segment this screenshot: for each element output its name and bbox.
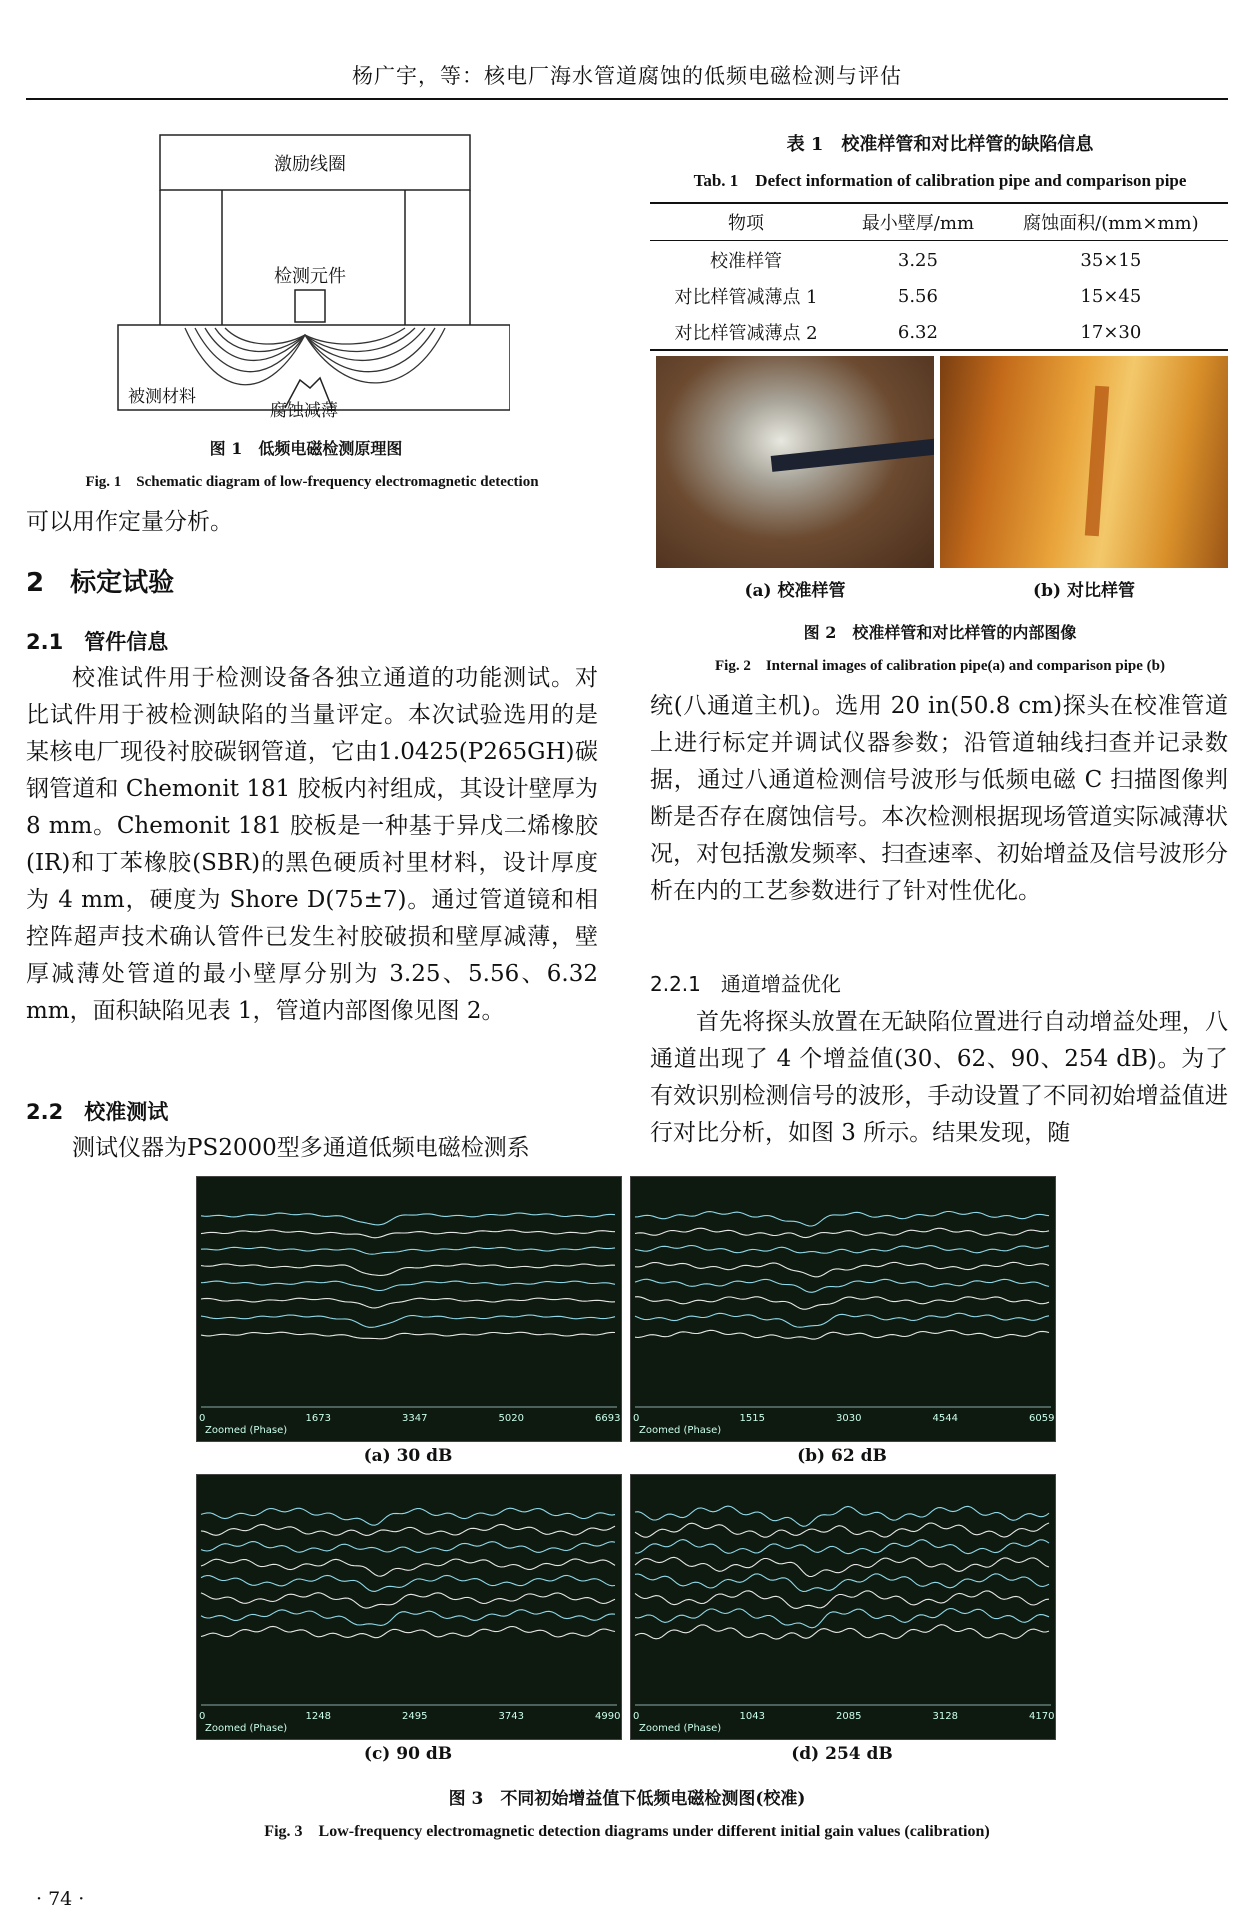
left-column-continuation: 可以用作定量分析。: [26, 509, 233, 535]
axis-name: Zoomed (Phase): [639, 1425, 722, 1436]
tick-label: 3128: [932, 1711, 958, 1722]
fig3-label-b: (b) 62 dB: [797, 1446, 887, 1466]
channel-trace: [201, 1213, 615, 1225]
running-title: 杨广宇，等：核电厂海水管道腐蚀的低频电磁检测与评估: [352, 64, 902, 88]
table1-caption-cn: 表 1 校准样管和对比样管的缺陷信息: [786, 134, 1094, 155]
fig2-caption-en: Fig. 2 Internal images of calibration pipe(a) and comparison pipe (b): [714, 658, 1165, 674]
channel-trace: [635, 1609, 1049, 1628]
table-cell: 17×30: [994, 313, 1228, 350]
fig3-caption-cn: 图 3 不同初始增益值下低频电磁检测图(校准): [448, 1789, 806, 1809]
table-row: [650, 313, 1228, 350]
channel-trace: [201, 1230, 615, 1238]
section-2-heading: 2 标定试验: [26, 568, 175, 598]
channel-trace: [201, 1542, 615, 1553]
channel-trace: [201, 1559, 615, 1576]
table1-caption-en: Tab. 1 Defect information of calibration pipe and comparison pipe: [693, 171, 1187, 190]
table-cell: 3.25: [897, 249, 938, 271]
fig3-panel-c: [196, 1474, 622, 1740]
channel-trace: [635, 1506, 1049, 1526]
table-cell: 15×45: [1080, 285, 1142, 307]
channel-trace: [635, 1279, 1049, 1292]
channel-trace: [635, 1246, 1049, 1254]
comparison-pipe-photo: [940, 356, 1228, 568]
calibration-pipe-photo: [656, 356, 934, 568]
channel-trace: [201, 1508, 615, 1525]
tick-label: 4544: [932, 1413, 958, 1424]
axis-name: Zoomed (Phase): [205, 1723, 288, 1734]
table-cell: 对比样管减薄点 1: [674, 287, 818, 308]
tick-label: 1515: [739, 1413, 765, 1424]
fig3-panel-d: [630, 1474, 1056, 1740]
channel-trace: [201, 1298, 615, 1308]
fig3-caption-en: Fig. 3 Low-frequency electromagnetic detection diagrams under different initial gain values (calibration): [264, 1823, 990, 1840]
table-row: [650, 241, 1228, 278]
coil-label: 激励线圈: [274, 154, 346, 175]
channel-trace: [201, 1610, 615, 1626]
fig1-caption-cn: 图 1 低频电磁检测原理图: [209, 439, 403, 458]
channel-trace: [635, 1591, 1049, 1609]
table-cell: 5.56: [897, 285, 938, 307]
channel-trace: [635, 1540, 1049, 1554]
sensor-element: [295, 290, 325, 322]
page-number: · 74 ·: [36, 1888, 85, 1910]
subsection-2-2-1-heading: 2.2.1 通道增益优化: [650, 972, 841, 996]
channel-trace: [635, 1228, 1049, 1237]
channel-trace: [635, 1523, 1049, 1537]
tick-label: 0: [199, 1711, 206, 1722]
channel-trace: [635, 1574, 1049, 1592]
paragraph-2-1: 校准试件用于检测设备各独立通道的功能测试。对比试件用于被检测缺陷的当量评定。本次试验选用的是某核电厂现役衬胶碳钢管道，它由1.0425(P265GH)碳钢管道和 Chemonit 181 胶板内衬组成，其设计壁厚为 8 mm。Chemonit 181 胶板是一种基于异戊二烯橡胶(IR)和丁苯橡胶(SBR)的黑色硬质衬里材料，设计厚度为 4 mm，硬度为 Shore D(75±7)。通过管道镜和相控阵超声技术确认管件已发生衬胶破损和壁厚减薄，壁厚减薄处管道的最小壁厚分别为 3.25、5.56、6.32 mm，面积缺陷见表 1，管道内部图像见图 2。: [26, 665, 598, 1024]
probe-rod: [771, 436, 934, 472]
table-header-cell: 物项: [650, 203, 842, 241]
tick-label: 3347: [402, 1413, 428, 1424]
tick-label: 0: [633, 1413, 640, 1424]
fig3-label-c: (c) 90 dB: [363, 1744, 453, 1764]
axis-name: Zoomed (Phase): [639, 1723, 722, 1734]
corrosion-streak: [1085, 386, 1109, 537]
fig2-sub-a: (a) 校准样管: [744, 581, 846, 601]
right-column-paragraph: 统(八通道主机)。选用 20 in(50.8 cm)探头在校准管道上进行标定并调试仪器参数；沿管道轴线扫查并记录数据，通过八通道检测信号波形与低频电磁 C 扫描图像判断是否存在腐蚀信号。本次检测根据现场管道实际减薄状况，对包括激发频率、扫查速率、初始增益及信号波形分析在内的工艺参数进行了针对性优化。: [650, 693, 1228, 904]
tick-label: 2495: [402, 1711, 428, 1722]
tick-label: 6059: [1029, 1413, 1055, 1424]
field-lines: [185, 328, 445, 385]
table-1: [650, 202, 1228, 351]
table-header-cell: 腐蚀面积/(mm×mm): [994, 203, 1228, 241]
paragraph-2-2-1: 首先将探头放置在无缺陷位置进行自动增益处理，八通道出现了 4 个增益值(30、62、90、254 dB)。为了有效识别检测信号的波形，手动设置了不同初始增益值进行对比分析，如图 3 所示。结果发现，随: [650, 1009, 1228, 1146]
fig1-caption-en: Fig. 1 Schematic diagram of low-frequency electromagnetic detection: [85, 474, 539, 490]
fig3-panel-a: [196, 1176, 622, 1442]
tick-label: 2085: [836, 1711, 862, 1722]
tick-label: 0: [633, 1711, 640, 1722]
tick-label: 4170: [1029, 1711, 1055, 1722]
tick-label: 0: [199, 1413, 206, 1424]
table-cell: 对比样管减薄点 2: [650, 313, 842, 350]
subsection-2-2-heading: 2.2 校准测试: [26, 1100, 169, 1124]
material-label: 被测材料: [128, 387, 196, 407]
table-row: [650, 277, 1228, 313]
fig2-caption-cn: 图 2 校准样管和对比样管的内部图像: [803, 623, 1077, 642]
channel-trace: [201, 1247, 615, 1254]
channel-trace: [635, 1212, 1049, 1227]
tick-label: 6693: [595, 1413, 621, 1424]
channel-trace: [201, 1332, 615, 1339]
axis-name: Zoomed (Phase): [205, 1425, 288, 1436]
channel-trace: [635, 1330, 1049, 1339]
tick-label: 4990: [595, 1711, 621, 1722]
sensor-label: 检测元件: [274, 266, 346, 287]
channel-trace: [201, 1524, 615, 1535]
fig3-label-d: (d) 254 dB: [791, 1744, 893, 1764]
channel-trace: [201, 1264, 615, 1275]
channel-trace: [635, 1557, 1049, 1576]
channel-trace: [635, 1313, 1049, 1327]
fig3-panel-b: [630, 1176, 1056, 1442]
figure-1: [110, 130, 510, 420]
tick-label: 3030: [836, 1413, 862, 1424]
defect-table: [650, 202, 1228, 351]
tick-label: 3743: [498, 1711, 524, 1722]
tick-label: 1248: [305, 1711, 331, 1722]
table-cell: 6.32: [842, 313, 994, 350]
channel-trace: [635, 1262, 1049, 1277]
paragraph-2-2-start: 测试仪器为PS2000型多通道低频电磁检测系: [72, 1135, 530, 1161]
channel-trace: [201, 1315, 615, 1327]
fig3-label-a: (a) 30 dB: [363, 1446, 453, 1466]
tick-label: 1673: [305, 1413, 331, 1424]
header-rule: [26, 98, 1228, 100]
channel-trace: [635, 1297, 1049, 1310]
fig2-sub-b: (b) 对比样管: [1033, 581, 1135, 601]
tick-label: 5020: [498, 1413, 524, 1424]
table-cell: 校准样管: [710, 251, 783, 272]
channel-trace: [635, 1625, 1049, 1639]
table-header-row: [650, 203, 1228, 241]
tick-label: 1043: [739, 1711, 765, 1722]
channel-trace: [201, 1626, 615, 1637]
table-header-cell: 最小壁厚/mm: [842, 203, 994, 241]
channel-trace: [201, 1593, 615, 1609]
subsection-2-1-heading: 2.1 管件信息: [26, 630, 169, 654]
table-cell: 35×15: [1080, 249, 1142, 271]
corrosion-label: 腐蚀减薄: [270, 401, 338, 421]
channel-trace: [201, 1575, 615, 1591]
channel-trace: [201, 1281, 615, 1290]
